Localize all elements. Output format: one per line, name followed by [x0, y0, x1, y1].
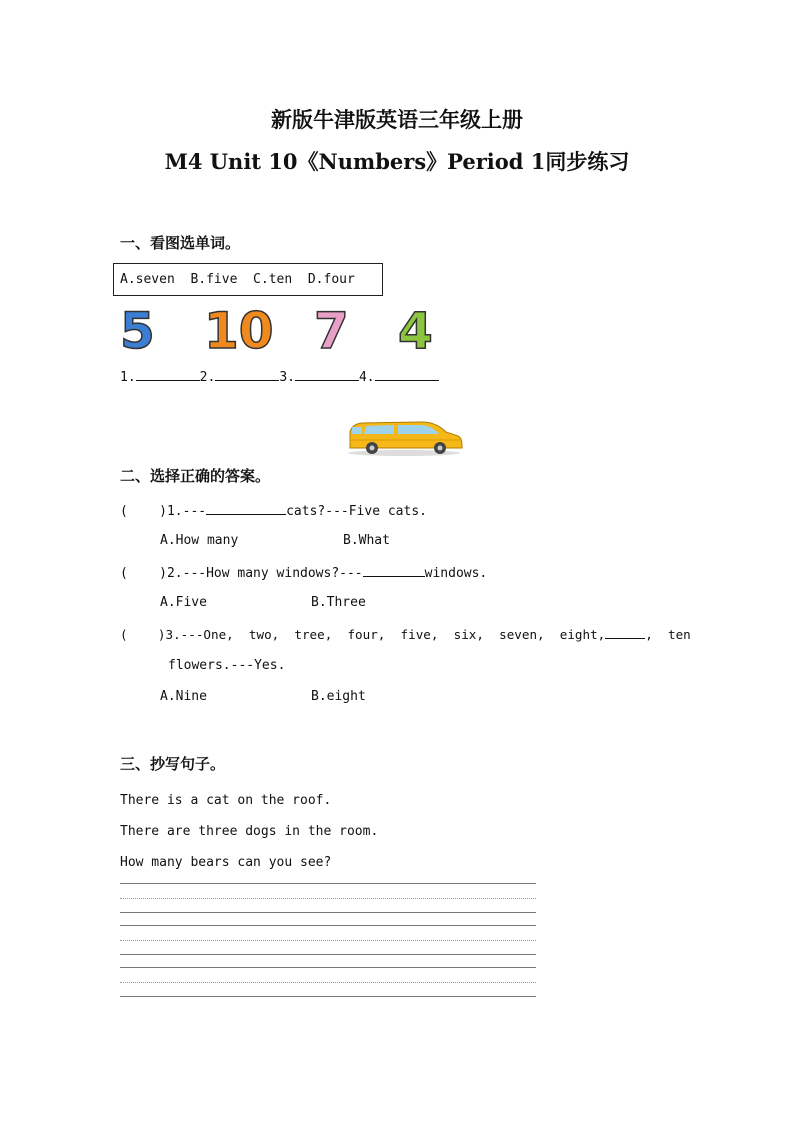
writing-guide-line [120, 898, 536, 899]
q1-pre: 1.--- [166, 504, 207, 519]
q3-pre: 3.---One, two, tree, four, five, six, seven, eight, [165, 627, 606, 642]
answer-label-2: 2. [199, 370, 216, 385]
writing-guide-line [120, 982, 536, 983]
word-choice-box [113, 263, 383, 296]
page-subtitle: M4 Unit 10《Numbers》Period 1同步练习 [164, 149, 630, 174]
digit-four: 4 [398, 302, 433, 356]
q2-pre: 2.---How many windows?--- [166, 566, 363, 581]
answer-blanks-row [120, 368, 439, 385]
answer-label-1: 1. [120, 370, 136, 385]
section3-heading: 三、抄写句子。 [120, 755, 226, 773]
writing-line[interactable] [120, 954, 536, 955]
q1-option-a: A.How many [160, 533, 239, 548]
digit-ten: 10 [204, 302, 274, 356]
car-icon [344, 418, 464, 456]
q2-option-a: A.Five [160, 595, 207, 610]
writing-line[interactable] [120, 883, 536, 884]
q2-blank [363, 564, 425, 577]
q1-paren[interactable]: ( ) [120, 504, 167, 519]
digit-pictures [118, 298, 458, 356]
q1-option-b: B.What [343, 533, 390, 548]
digit-pictures-svg [118, 298, 458, 356]
copy-sentence-3: How many bears can you see? [120, 855, 332, 870]
answer-blank-3[interactable] [295, 368, 359, 381]
q3-post: , ten [645, 627, 691, 642]
digit-seven: 7 [314, 302, 349, 356]
page-title: 新版牛津版英语三年级上册 [271, 107, 523, 132]
question-2 [120, 564, 487, 581]
writing-line[interactable] [120, 912, 536, 913]
q2-post: windows. [424, 566, 488, 581]
writing-guide-line [120, 940, 536, 941]
q3-paren[interactable]: ( ) [120, 627, 166, 642]
digit-five: 5 [120, 302, 155, 356]
section1-heading: 一、看图选单词。 [120, 234, 241, 252]
q2-option-b: B.Three [311, 595, 366, 610]
q1-post: cats?---Five cats. [286, 504, 427, 519]
writing-line[interactable] [120, 967, 536, 968]
q1-blank [206, 502, 286, 515]
answer-blank-4[interactable] [375, 368, 439, 381]
q3-blank [605, 626, 645, 639]
answer-label-4: 4. [358, 370, 375, 385]
answer-label-3: 3. [279, 370, 295, 385]
writing-line[interactable] [120, 996, 536, 997]
answer-blank-1[interactable] [136, 368, 200, 381]
car-illustration [344, 418, 464, 456]
q3-continuation: flowers.---Yes. [168, 658, 286, 673]
question-1 [120, 502, 427, 519]
q2-paren[interactable]: ( ) [120, 566, 167, 581]
word-choice-text: A.seven B.five C.ten D.four [120, 272, 355, 287]
section2-heading: 二、选择正确的答案。 [120, 467, 271, 485]
question-3 [120, 626, 691, 642]
writing-line[interactable] [120, 925, 536, 926]
answer-blank-2[interactable] [215, 368, 279, 381]
q3-option-b: B.eight [311, 689, 366, 704]
q3-option-a: A.Nine [160, 689, 207, 704]
copy-sentence-1: There is a cat on the roof. [120, 793, 332, 808]
copy-sentence-2: There are three dogs in the room. [120, 824, 379, 839]
